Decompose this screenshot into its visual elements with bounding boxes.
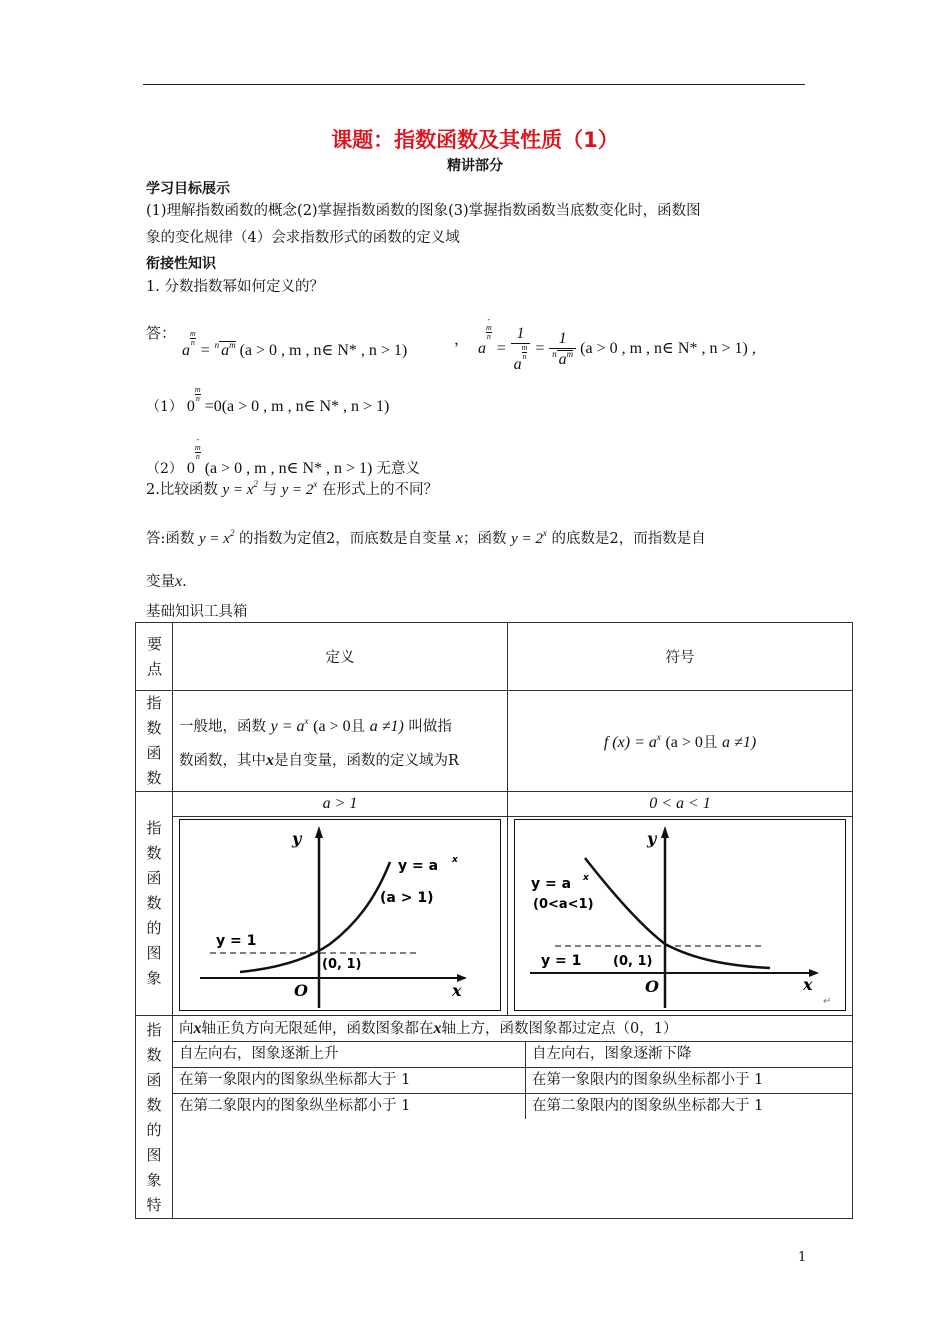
- graph-right-cond: (0<a<1): [533, 897, 594, 912]
- a2-line2: 变量: [146, 574, 175, 590]
- common-post: 轴上方，函数图象都过定点（0，1）: [441, 1021, 678, 1037]
- item-2-tail: (a > 0 , m , n∈ N* , n > 1): [204, 460, 373, 477]
- graph-right-curve-label: y = a: [531, 876, 572, 892]
- a2-part4: 的底数是2，而指数是自: [551, 531, 706, 547]
- graph-left-origin: O: [294, 981, 308, 1000]
- top-rule: [143, 84, 805, 85]
- item-1-label: （1）: [146, 399, 183, 415]
- row1-def-and: 且: [350, 719, 366, 735]
- header-definition: 定义: [173, 623, 508, 691]
- answer-2: 答:函数 $y = x^2$ 的指数为定值2，而底数是自变量 x；函数 $y = 2^x$ 的底数是2，而指数是自: [146, 528, 706, 547]
- row1-sym-cond: (a > 0: [665, 733, 703, 751]
- formula-negative: a - m n = 1 a $\frac{m}{n}$ = $\frac{1}{^n a^m}$ (a > 0 , m , n∈ N* , n > 1) ,: [478, 315, 756, 373]
- a2-end: .: [182, 574, 187, 590]
- page-subtitle: 精讲部分: [447, 158, 503, 174]
- left-prop-1: 自左向右，图象逐渐上升: [173, 1042, 525, 1068]
- left-prop-2: 在第一象限内的图象纵坐标都大于 1: [173, 1068, 525, 1094]
- item-1-tail: =0(a > 0 , m , n∈ N* , n > 1): [204, 398, 390, 415]
- graph-right-y-label: y: [647, 829, 657, 848]
- properties-cell: [173, 1016, 853, 1219]
- formula-positive-cond: (a > 0 , m , n∈ N* , n > 1): [239, 342, 408, 359]
- item-2: （2） 0 - m n (a > 0 , m , n∈ N* , n > 1) 无意义: [146, 435, 420, 477]
- graph-left-x-label: x: [452, 981, 462, 1000]
- graph-left-cell: [173, 792, 508, 1016]
- goals-line-2: 象的变化规律（4）会求指数形式的函数的定义域: [146, 230, 460, 246]
- graph-left-head: a > 1: [173, 792, 507, 817]
- a2-part1: 答:函数: [146, 531, 195, 547]
- graph-left: [179, 819, 501, 1011]
- row1-def-a: 一般地，函数: [179, 719, 266, 735]
- question-1: 1. 分数指数幂如何定义的？: [146, 279, 324, 295]
- graph-right-svg: [515, 820, 846, 1010]
- formula-comma: ，: [454, 330, 470, 348]
- svg-text:x: x: [452, 855, 458, 865]
- table-header-row: [136, 623, 853, 691]
- toolbox-heading: 基础知识工具箱: [146, 604, 248, 620]
- graph-left-cond: (a > 1): [380, 890, 434, 906]
- section-heading-goals: 学习目标展示: [146, 181, 230, 197]
- answer-1-formulas: [146, 315, 826, 373]
- row3-label: 指数函数的图象特: [136, 1016, 173, 1219]
- row1-definition: 一般地，函数 $y = a^x$ (a > 0且 a ≠1) 叫做指 数函数，其中x是自变量，函数的定义域为R: [173, 691, 508, 792]
- knowledge-table: [135, 622, 853, 1219]
- graph-left-svg: [180, 820, 499, 1010]
- graph-right-head: 0 < a < 1: [508, 792, 852, 817]
- row1-label: 指数函数: [136, 691, 173, 792]
- header-symbol: 符号: [508, 623, 853, 691]
- graph-left-point: (0, 1): [322, 957, 362, 972]
- q2-suffix: 在形式上的不同？: [322, 482, 438, 498]
- table-row-definition: [136, 691, 853, 792]
- graph-right-x-label: x: [803, 975, 813, 994]
- header-key: 要点: [136, 623, 173, 691]
- table-row-properties: [136, 1016, 853, 1219]
- properties-common: 向x轴正负方向无限延伸，函数图象都在x轴上方，函数图象都过定点（0，1）: [173, 1016, 852, 1042]
- row1-sym: f (x) = a: [603, 733, 657, 751]
- svg-text:↵: ↵: [823, 996, 832, 1007]
- row1-def-line2-a: 数函数，其中: [179, 753, 266, 769]
- formula-positive: a $\frac{m}{n}$ = $^n$ $a^m$ (a > 0 , m , n∈ N* , n > 1): [182, 329, 408, 359]
- graph-left-curve-label: y = a: [398, 858, 439, 874]
- properties-split: [173, 1042, 852, 1119]
- svg-text:x: x: [583, 873, 589, 883]
- left-prop-3: 在第二象限内的图象纵坐标都小于 1: [179, 1098, 411, 1114]
- item-2-label: （2）: [146, 461, 183, 477]
- a2-part2: 的指数为定值2，而底数是自变量: [239, 531, 452, 547]
- right-prop-2: 在第一象限内的图象纵坐标都小于 1: [526, 1068, 852, 1094]
- answer-prefix: 答：: [146, 324, 177, 342]
- a2-part3: ；函数: [463, 531, 507, 547]
- graph-right-point: (0, 1): [613, 954, 653, 969]
- item-2-suffix: 无意义: [376, 461, 420, 477]
- right-prop-1: 自左向右，图象逐渐下降: [526, 1042, 852, 1068]
- right-prop-3: 在第二象限内的图象纵坐标都大于 1: [532, 1098, 764, 1114]
- graph-left-line-label: y = 1: [216, 933, 257, 949]
- goals-text: [146, 198, 816, 252]
- properties-left: [173, 1042, 526, 1119]
- properties-right: [526, 1042, 852, 1119]
- graph-left-y-label: y: [292, 829, 302, 848]
- graph-right-origin: O: [645, 977, 659, 996]
- row1-symbol: f $(x) = a^x$ (a > 0且 a ≠1): [508, 691, 853, 792]
- item-1: （1） 0 $\frac{m}{n}$ =0(a > 0 , m , n∈ N* , n > 1): [146, 385, 390, 415]
- q2-mid: 与: [262, 482, 277, 498]
- graph-right: [514, 819, 846, 1011]
- formula-negative-cond: (a > 0 , m , n∈ N* , n > 1): [580, 340, 748, 357]
- graph-right-cell: [508, 792, 853, 1016]
- section-heading-bridge: 衔接性知识: [146, 256, 216, 272]
- common-mid: 轴正负方向无限延伸，函数图象都在: [201, 1021, 434, 1037]
- row1-sym-and: 且: [702, 734, 718, 751]
- row2-label: 指数函数的图象: [136, 792, 173, 1016]
- page-title: 课题：指数函数及其性质（1）: [331, 128, 619, 152]
- common-pre: 向: [179, 1021, 194, 1037]
- graph-right-line-label: y = 1: [541, 953, 582, 969]
- row1-def-b: 叫做指: [408, 719, 452, 735]
- page-number: 1: [798, 1250, 807, 1265]
- q2-prefix: 2.比较函数: [146, 482, 218, 498]
- question-2: 2.比较函数 $y = x^2$ 与 $y = 2^x$ 在形式上的不同？: [146, 479, 438, 498]
- goals-line-1: (1)理解指数函数的概念(2)掌握指数函数的图象(3)掌握指数函数当底数变化时，函数图: [146, 203, 701, 219]
- row1-def-line2-b: 是自变量，函数的定义域为R: [274, 753, 459, 769]
- row1-sym-end: a ≠1): [722, 733, 757, 751]
- answer-2-line2: 变量x.: [146, 573, 187, 590]
- table-row-graphs: [136, 792, 853, 1016]
- row1-def-cond: (a > 0: [313, 718, 351, 735]
